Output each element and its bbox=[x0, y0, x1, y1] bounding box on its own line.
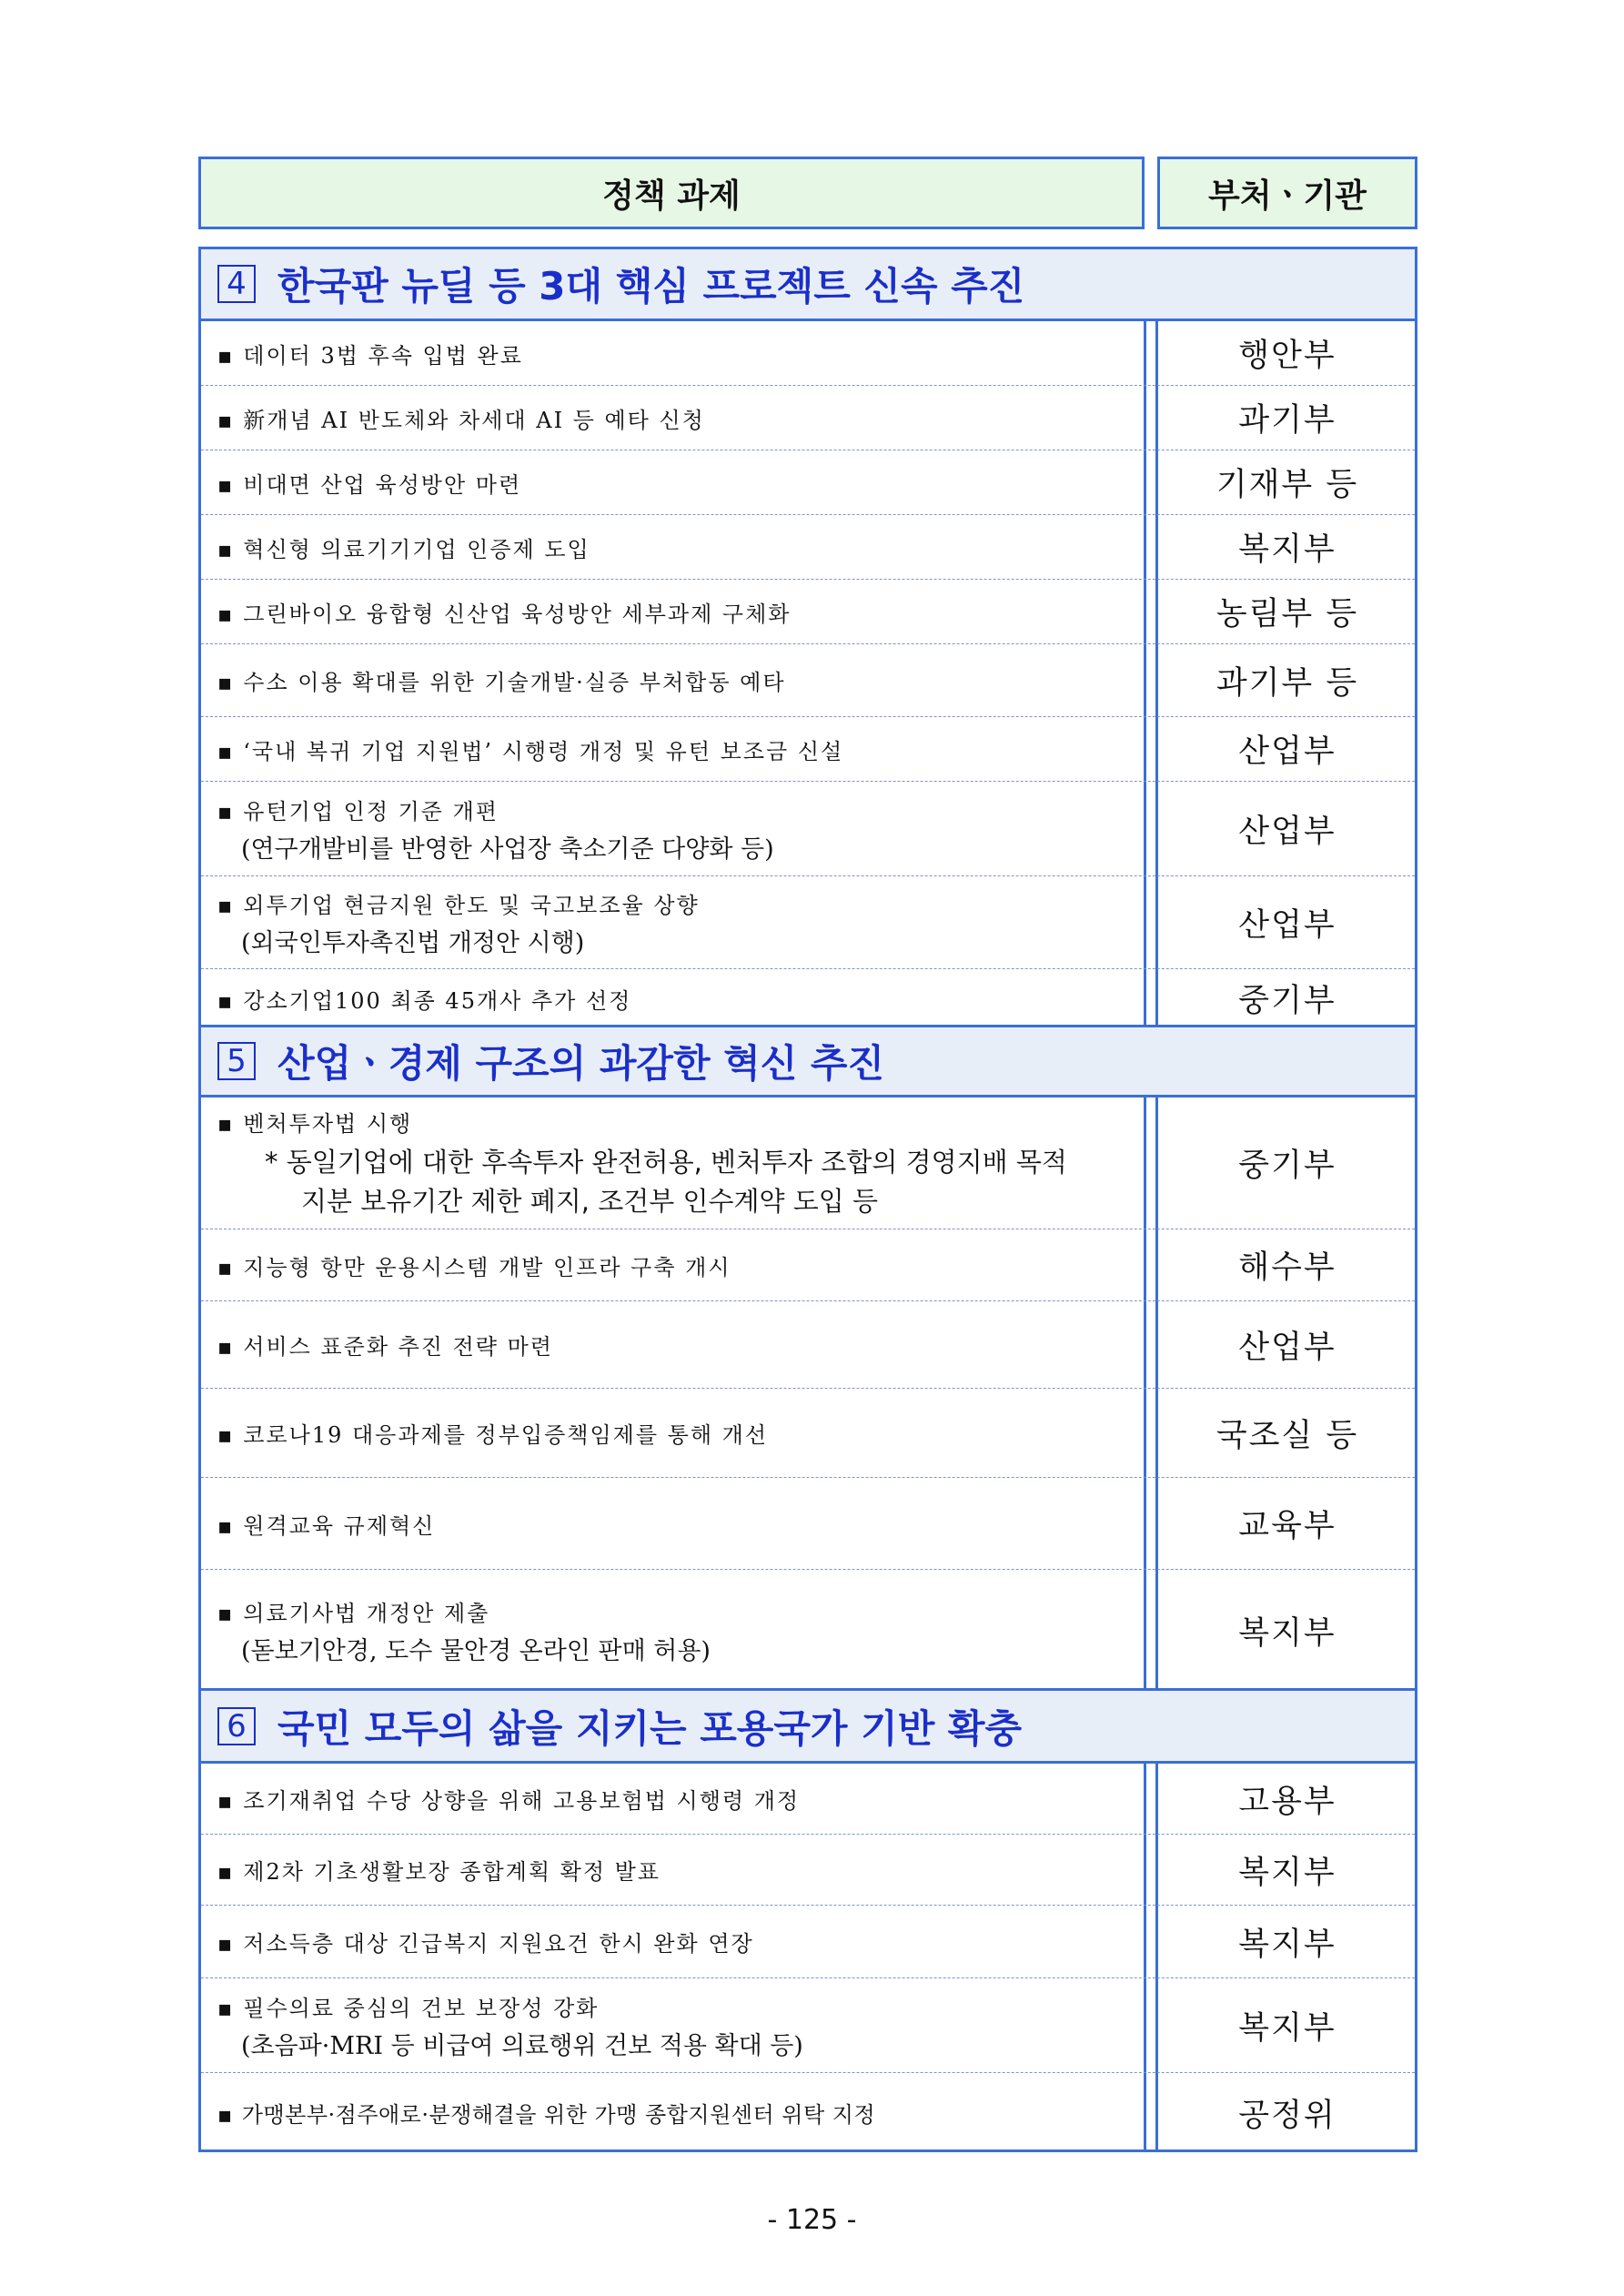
section-4 bbox=[198, 247, 1417, 1027]
dept-cell: 행안부 bbox=[1238, 338, 1337, 374]
table-row bbox=[201, 1478, 1415, 1570]
table-row bbox=[201, 580, 1415, 644]
dept-cell: 중기부 bbox=[1238, 983, 1337, 1019]
task-text: ▪ 유턴기업 인정 기준 개편 bbox=[217, 798, 499, 824]
dept-cell: 복지부 bbox=[1238, 531, 1337, 568]
task-text: ▪ 저소득층 대상 긴급복지 지원요건 한시 완화 연장 bbox=[217, 1931, 754, 1957]
table-row bbox=[201, 876, 1415, 969]
dept-cell: 복지부 bbox=[1238, 1614, 1337, 1652]
section-title: 산업ㆍ경제 구조의 과감한 혁신 추진 bbox=[277, 1041, 885, 1086]
task-text: ▪ 강소기업100 최종 45개사 추가 선정 bbox=[217, 987, 632, 1014]
section-6 bbox=[198, 1688, 1417, 2152]
table-row bbox=[201, 1906, 1415, 1978]
task-text: ▪ 원격교육 규제혁신 bbox=[217, 1512, 436, 1539]
dept-cell: 중기부 bbox=[1238, 1148, 1337, 1184]
task-text: ▪ 비대면 산업 육성방안 마련 bbox=[217, 471, 522, 498]
section-number: 4 bbox=[217, 265, 256, 303]
dept-cell: 복지부 bbox=[1238, 1926, 1337, 1963]
dept-cell: 농림부 등 bbox=[1215, 596, 1359, 632]
task-footnote: 지분 보유기간 제한 폐지, 조건부 인수계약 도입 등 bbox=[301, 1185, 879, 1217]
table-row bbox=[201, 644, 1415, 717]
header-dept-label: 부처ㆍ기관 bbox=[1208, 177, 1367, 215]
header-task-label: 정책 과제 bbox=[602, 177, 741, 215]
section-title-bar bbox=[201, 249, 1415, 321]
task-text: ▪ 조기재취업 수당 상향을 위해 고용보험법 시행령 개정 bbox=[217, 1788, 801, 1814]
table-row bbox=[201, 1835, 1415, 1906]
dept-cell: 공정위 bbox=[1238, 2097, 1337, 2134]
task-text: ▪ 의료기사법 개정안 제출 bbox=[217, 1600, 490, 1626]
table-row bbox=[201, 1570, 1415, 1691]
task-note: (외국인투자촉진법 개정안 시행) bbox=[241, 928, 585, 957]
table-row bbox=[201, 515, 1415, 580]
header-task-column bbox=[198, 157, 1145, 229]
dept-cell: 교육부 bbox=[1238, 1508, 1337, 1544]
table-row bbox=[201, 2073, 1415, 2152]
task-text: ▪ 가맹본부·점주애로·분쟁해결을 위한 가맹 종합지원센터 위탁 지정 bbox=[217, 2102, 876, 2128]
task-text: ▪ 외투기업 현금지원 한도 및 국고보조율 상향 bbox=[217, 892, 700, 918]
section-5 bbox=[198, 1025, 1417, 1691]
table-row bbox=[201, 386, 1415, 450]
task-text: ▪ ‘국내 복귀 기업 지원법’ 시행령 개정 및 유턴 보조금 신설 bbox=[217, 738, 844, 764]
header-dept-column bbox=[1157, 157, 1417, 229]
task-note: (초음파·MRI 등 비급여 의료행위 건보 적용 확대 등) bbox=[241, 2031, 803, 2060]
table-row bbox=[201, 1764, 1415, 1835]
task-text: ▪ 벤처투자법 시행 bbox=[217, 1111, 413, 1138]
table-row bbox=[201, 1389, 1415, 1478]
section-title-bar bbox=[201, 1027, 1415, 1097]
task-text: ▪ 코로나19 대응과제를 정부입증책임제를 통해 개선 bbox=[217, 1422, 768, 1448]
dept-cell: 산업부 bbox=[1238, 813, 1337, 850]
dept-cell: 기재부 등 bbox=[1215, 467, 1359, 503]
task-text: ▪ 서비스 표준화 추진 전략 마련 bbox=[217, 1334, 553, 1360]
task-note: (돋보기안경, 도수 물안경 온라인 판매 허용) bbox=[241, 1636, 711, 1665]
dept-cell: 고용부 bbox=[1238, 1783, 1337, 1820]
dept-cell: 복지부 bbox=[1238, 2009, 1337, 2047]
task-text: ▪ 데이터 3법 후속 입법 완료 bbox=[217, 342, 523, 369]
task-text: ▪ 그린바이오 융합형 신산업 육성방안 세부과제 구체화 bbox=[217, 601, 792, 627]
table-row bbox=[201, 321, 1415, 386]
task-text: ▪ 혁신형 의료기기기업 인증제 도입 bbox=[217, 536, 590, 562]
dept-cell: 해수부 bbox=[1238, 1249, 1337, 1286]
dept-cell: 과기부 bbox=[1238, 402, 1337, 439]
dept-cell: 과기부 등 bbox=[1215, 664, 1359, 702]
task-text: ▪ 지능형 항만 운용시스템 개발 인프라 구축 개시 bbox=[217, 1254, 731, 1280]
task-text: ▪ 제2차 기초생활보장 종합계획 확정 발표 bbox=[217, 1859, 661, 1885]
task-text: ▪ 新개념 AI 반도체와 차세대 AI 등 예타 신청 bbox=[217, 407, 705, 433]
section-title: 한국판 뉴딜 등 3대 핵심 프로젝트 신속 추진 bbox=[277, 264, 1025, 308]
table-row bbox=[201, 1301, 1415, 1389]
table-row bbox=[201, 1097, 1415, 1229]
table-row bbox=[201, 969, 1415, 1027]
section-title: 국민 모두의 삶을 지키는 포용국가 기반 확충 bbox=[277, 1705, 1023, 1751]
table-row bbox=[201, 782, 1415, 876]
dept-cell: 산업부 bbox=[1238, 1329, 1337, 1366]
dept-cell: 복지부 bbox=[1238, 1854, 1337, 1891]
task-text: ▪ 수소 이용 확대를 위한 기술개발·실증 부처합동 예타 bbox=[217, 670, 786, 695]
table-row bbox=[201, 450, 1415, 515]
section-number: 5 bbox=[217, 1042, 256, 1080]
dept-cell: 국조실 등 bbox=[1215, 1417, 1359, 1454]
page-number: - 125 - bbox=[767, 2204, 857, 2236]
table-row bbox=[201, 1229, 1415, 1301]
table-row bbox=[201, 1978, 1415, 2073]
dept-cell: 산업부 bbox=[1238, 733, 1337, 770]
dept-cell: 산업부 bbox=[1238, 906, 1337, 944]
section-number: 6 bbox=[217, 1707, 256, 1745]
section-title-bar bbox=[201, 1691, 1415, 1764]
task-footnote: * 동일기업에 대한 후속투자 완전허용, 벤처투자 조합의 경영지배 목적 bbox=[265, 1147, 1067, 1178]
task-note: (연구개발비를 반영한 사업장 축소기준 다양화 등) bbox=[241, 834, 774, 864]
table-row bbox=[201, 717, 1415, 782]
task-text: ▪ 필수의료 중심의 건보 보장성 강화 bbox=[217, 1995, 600, 2021]
